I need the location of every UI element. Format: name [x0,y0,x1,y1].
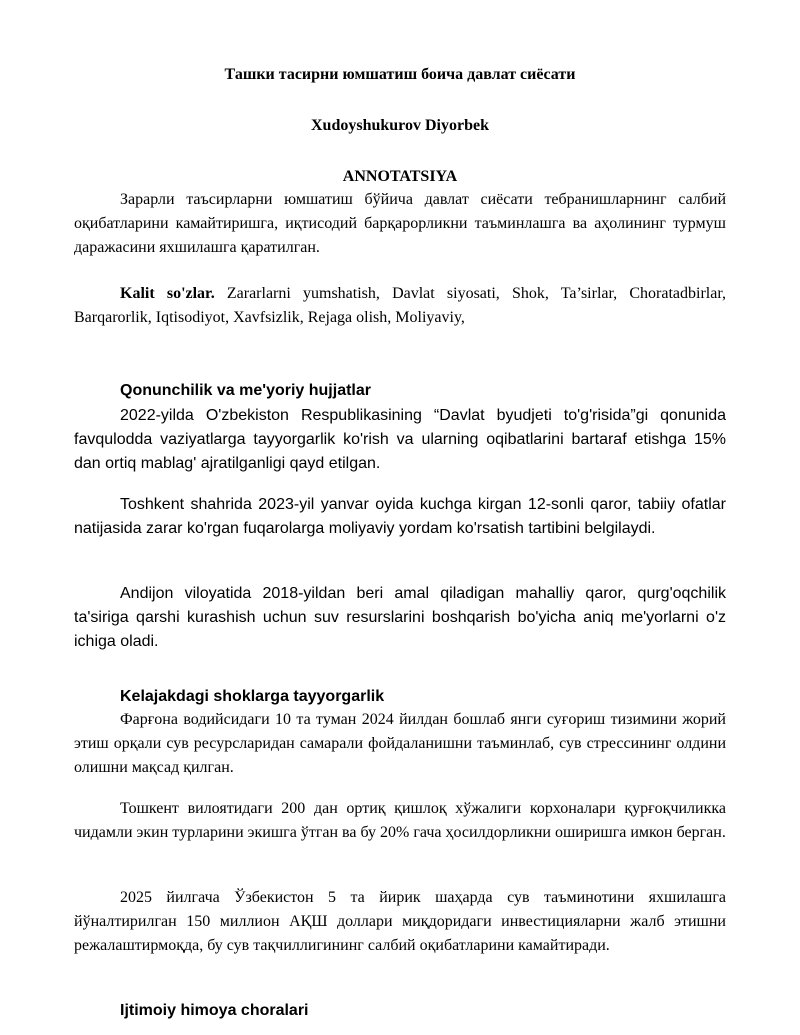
paragraph: 2025 йилгача Ўзбекистон 5 та йирик шаҳарда сув таъминотини яхшилашга йўналтирилган 150 миллион АҚШ доллари миқдоридаги инвестицияларни жалб этишни режалаштирмоқда, бу сув тақчиллигининг салбий оқибатларини камайтиради. [74,889,726,954]
keywords-label: Kalit so'zlar. [120,285,215,302]
keywords-list: Zararlarni yumshatish, Davlat siyosati, Shok, Ta’sirlar, Choratadbirlar, Barqarorlik, Iqtisodiyot, Xavfsizlik, Rejaga olish, Moliyaviy, [74,285,727,326]
annotation-text: Зарарли таъсирларни юмшатиш бўйича давлат сиёсати тебранишларнинг салбий оқибатларини камайтиришга, иқтисодий барқарорликни таъминлашга ва аҳолининг турмуш даражасини яхшилашга қаратилган. [74,191,726,256]
section-heading-future-shocks: Kelajakdagi shoklarga tayyorgarlik [120,688,385,705]
paragraph: Тошкент вилоятидаги 200 дан ортиқ қишлоқ хўжалиги корхоналари қурғоқчиликка чидамли экин турларини экишга ўтган ва бу 20% гача ҳосилдорликни оширишга имкон берган. [74,800,726,841]
author-name: Xudoyshukurov Diyorbek [311,117,489,134]
paragraph: Andijon viloyatida 2018-yildan beri amal qiladigan mahalliy qaror, qurg'oqchilik ta'siriga qarshi kurashish uchun suv resurslarini boshqarish bo'yicha aniq me'yorlarni o'z ichiga oladi. [74,585,726,650]
keywords-paragraph [74,282,726,330]
section-heading-legislation: Qonunchilik va me'yoriy hujjatlar [120,382,371,399]
paragraph: 2022-yilda O'zbekiston Respublikasining “Davlat byudjeti to'g'risida”gi qonunida favqulodda vaziyatlarga tayyorgarlik ko'rish va ularning oqibatlarini bartaraf etishga 15% dan ortiq mablag' ajratilganligi qayd etilgan. [74,407,726,472]
section-heading-social-protection: Ijtimoiy himoya choralari [120,1002,309,1019]
paragraph: Toshkent shahrida 2023-yil yanvar oyida kuchga kirgan 12-sonli qaror, tabiiy ofatlar natijasida zarar ko'rgan fuqarolarga moliyaviy yordam ko'rsatish tartibini belgilaydi. [74,496,726,537]
paragraph: Фарғона водийсидаги 10 та туман 2024 йилдан бошлаб янги суғориш тизимини жорий этиш орқали сув ресурсларидан самарали фойдаланишни таъминлаб, сув стрессининг олдини олишни мақсад қилган. [74,711,726,776]
document-title: Ташки тасирни юмшатиш боича давлат сиёсати [224,66,576,83]
annotation-heading: ANNOTATSIYA [342,168,458,185]
